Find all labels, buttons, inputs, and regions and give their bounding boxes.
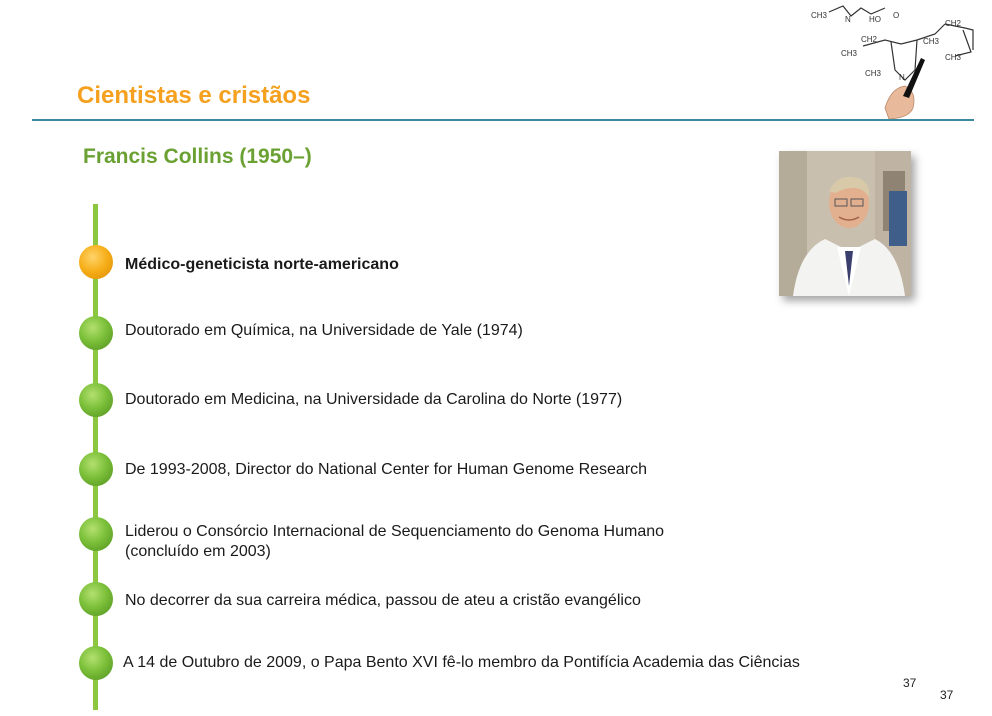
timeline-item-6: No decorrer da sua carreira médica, passou de ateu a cristão evangélico	[125, 592, 641, 609]
timeline-node	[79, 452, 113, 486]
page-number: 37	[940, 688, 954, 702]
section-subtitle: Francis Collins (1950–)	[83, 145, 312, 168]
chem-label: HO	[869, 15, 881, 24]
header-divider	[32, 119, 974, 121]
timeline-node	[79, 582, 113, 616]
timeline-item-2: Doutorado em Química, na Universidade de Yale (1974)	[125, 322, 523, 339]
timeline-node	[79, 517, 113, 551]
chem-label: CH3	[811, 11, 828, 20]
timeline-node	[79, 316, 113, 350]
chem-label: CH2	[945, 19, 962, 28]
chem-label: CH3	[841, 49, 858, 58]
timeline-item-4: De 1993-2008, Director do National Center for Human Genome Research	[125, 461, 648, 478]
timeline-node-highlighted	[79, 245, 113, 279]
chem-label: O	[893, 11, 900, 20]
chem-label: CH3	[945, 53, 962, 62]
timeline-node	[79, 383, 113, 417]
timeline-item-5-line-2: (concluído em 2003)	[125, 543, 271, 560]
page-number: 37	[903, 676, 917, 690]
timeline-item-3: Doutorado em Medicina, na Universidade da Carolina do Norte (1977)	[125, 391, 623, 408]
timeline-item-1: Médico-geneticista norte-americano	[125, 256, 399, 273]
timeline-item-7: A 14 de Outubro de 2009, o Papa Bento XVI fê-lo membro da Pontifícia Academia das Ciências	[123, 654, 800, 671]
chem-label: CH2	[861, 35, 878, 44]
chem-label: N	[899, 73, 905, 82]
page-title: Cientistas e cristãos	[77, 82, 311, 109]
chem-label: CH3	[865, 69, 882, 78]
timeline-node	[79, 646, 113, 680]
timeline-item-5-line-1: Liderou o Consórcio Internacional de Sequenciamento do Genoma Humano	[125, 523, 665, 540]
timeline-item-5	[125, 522, 664, 562]
chem-label: N	[845, 15, 851, 24]
chemical-structure-illustration	[805, 0, 980, 119]
chem-label: CH3	[923, 37, 940, 46]
portrait-photo	[779, 151, 911, 296]
